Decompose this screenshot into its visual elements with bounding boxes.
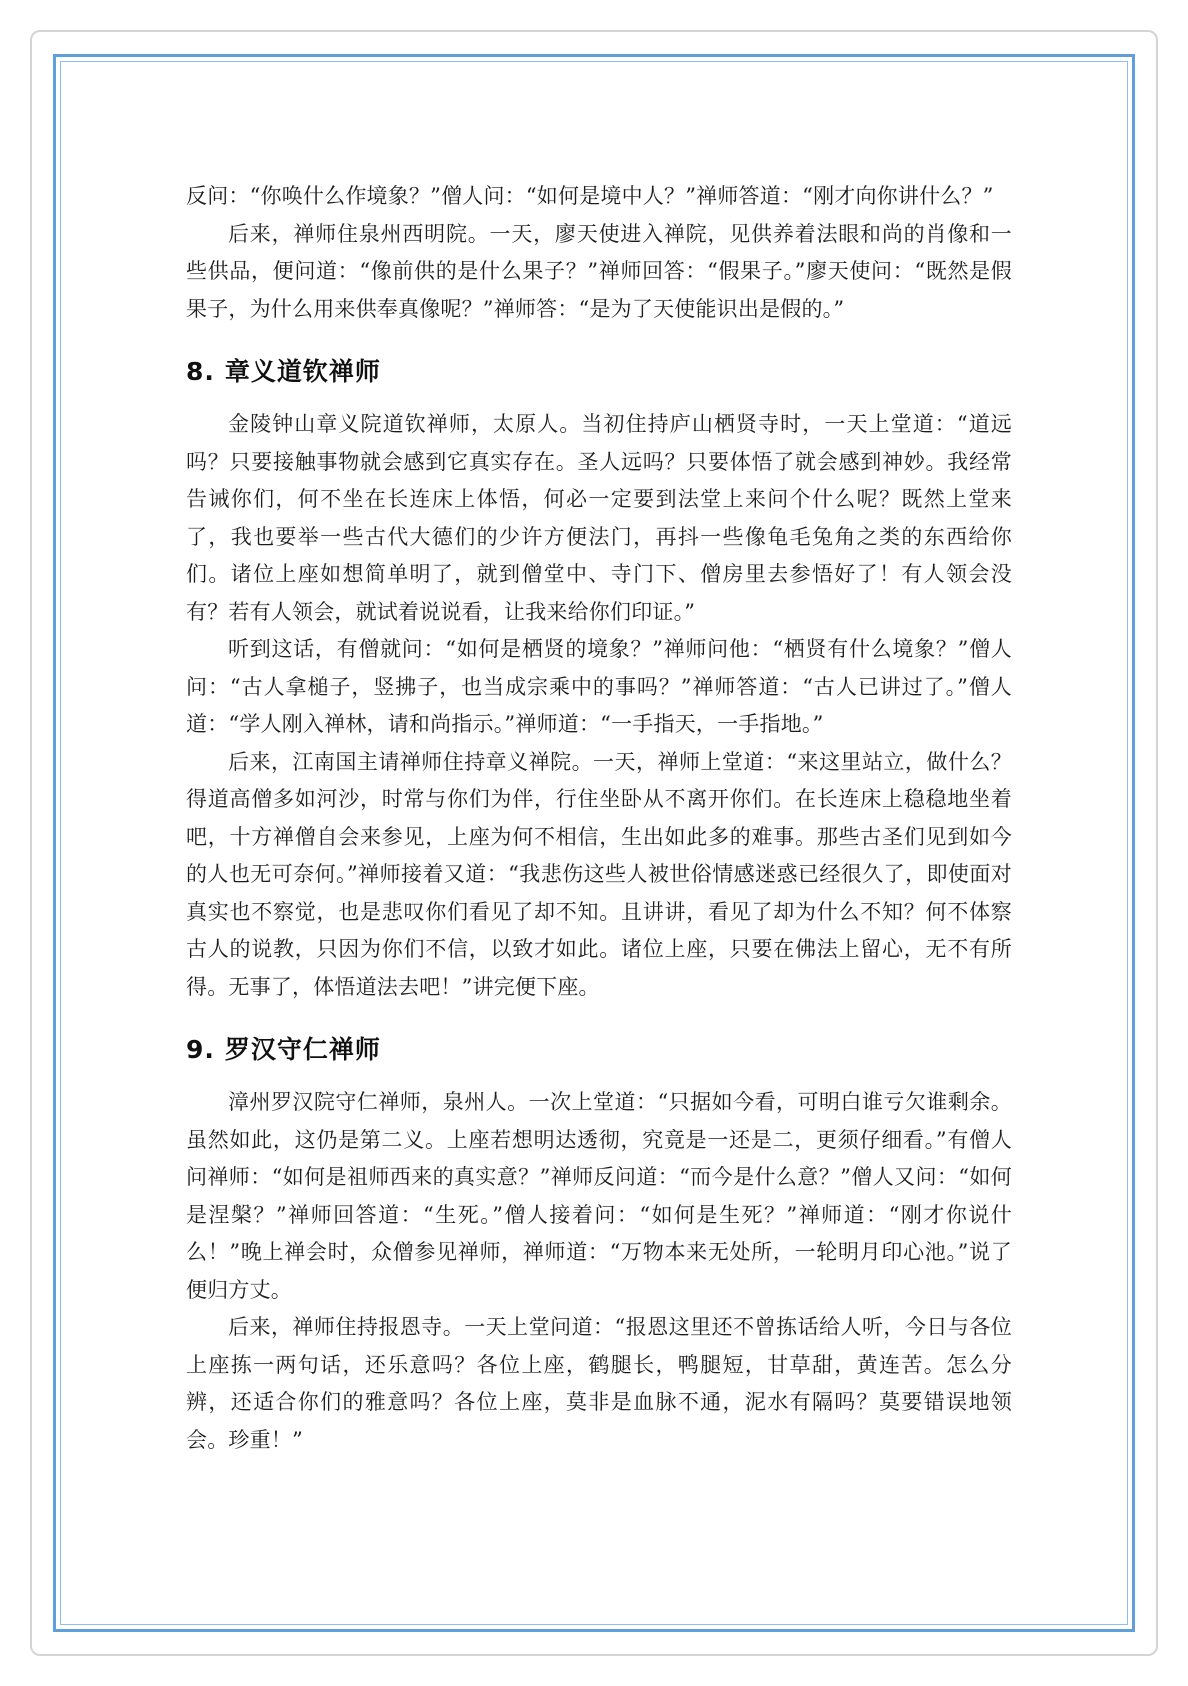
body-paragraph: 听到这话，有僧就问：“如何是栖贤的境象？”禅师问他：“栖贤有什么境象？”僧人问：“古人拿槌子，竖拂子，也当成宗乘中的事吗？”禅师答道：“古人已讲过了。”僧人道：“学人刚入禅林，请和尚指示。”禅师道：“一手指天，一手指地。” <box>186 637 1012 736</box>
body-paragraph: 后来，禅师住持报恩寺。一天上堂问道：“报恩这里还不曾拣话给人听，今日与各位上座拣一两句话，还乐意吗？各位上座，鹤腿长，鸭腿短，甘草甜，黄连苦。怎么分辨，还适合你们的雅意吗？各位上座，莫非是血脉不通，泥水有隔吗？莫要错误地领会。珍重！” <box>186 1315 1012 1452</box>
section-title: 罗汉守仁禅师 <box>224 1035 381 1064</box>
section-heading-8 <box>186 354 1012 390</box>
body-paragraph: 金陵钟山章义院道钦禅师，太原人。当初住持庐山栖贤寺时，一天上堂道：“道远吗？只要接触事物就会感到它真实存在。圣人远吗？只要体悟了就会感到神妙。我经常告诫你们，何不坐在长连床上体悟，何必一定要到法堂上来问个什么呢？既然上堂来了，我也要举一些古代大德们的少许方便法门，再抖一些像龟毛兔角之类的东西给你们。诸位上座如想简单明了，就到僧堂中、寺门下、僧房里去参悟好了！有人领会没有？若有人领会，就试着说说看，让我来给你们印证。” <box>186 412 1012 624</box>
intro-paragraph: 反问：“你唤什么作境象？”僧人问：“如何是境中人？”禅师答道：“刚才向你讲什么？” <box>186 184 994 208</box>
section-number: 9. <box>186 1035 215 1064</box>
section-heading-9 <box>186 1032 1012 1068</box>
section-title: 章义道钦禅师 <box>224 357 381 386</box>
body-paragraph: 后来，江南国主请禅师住持章义禅院。一天，禅师上堂道：“来这里站立，做什么？得道高僧多如河沙，时常与你们为伴，行住坐卧从不离开你们。在长连床上稳稳地坐着吧，十方禅僧自会来参见，上座为何不相信，生出如此多的难事。那些古圣们见到如今的人也无可奈何。”禅师接着又道：“我悲伤这些人被世俗情感迷惑已经很久了，即使面对真实也不察觉，也是悲叹你们看见了却不知。且讲讲，看见了却为什么不知？何不体察古人的说教，只因为你们不信，以致才如此。诸位上座，只要在佛法上留心，无不有所得。无事了，体悟道法去吧！”讲完便下座。 <box>186 749 1012 999</box>
page-content <box>186 178 1012 1459</box>
section-number: 8. <box>186 357 215 386</box>
intro-paragraph: 后来，禅师住泉州西明院。一天，廖天使进入禅院，见供养着法眼和尚的肖像和一些供品，便问道：“像前供的是什么果子？”禅师回答：“假果子。”廖天使问：“既然是假果子，为什么用来供奉真像呢？”禅师答：“是为了天使能识出是假的。” <box>186 221 1012 321</box>
body-paragraph: 漳州罗汉院守仁禅师，泉州人。一次上堂道：“只据如今看，可明白谁亏欠谁剩余。虽然如此，这仍是第二义。上座若想明达透彻，究竟是一还是二，更须仔细看。”有僧人问禅师：“如何是祖师西来的真实意？”禅师反问道：“而今是什么意？”僧人又问：“如何是涅槃？”禅师回答道：“生死。”僧人接着问：“如何是生死？”禅师道：“刚才你说什么！”晚上禅会时，众僧参见禅师，禅师道：“万物本来无处所，一轮明月印心池。”说了便归方丈。 <box>186 1090 1012 1302</box>
